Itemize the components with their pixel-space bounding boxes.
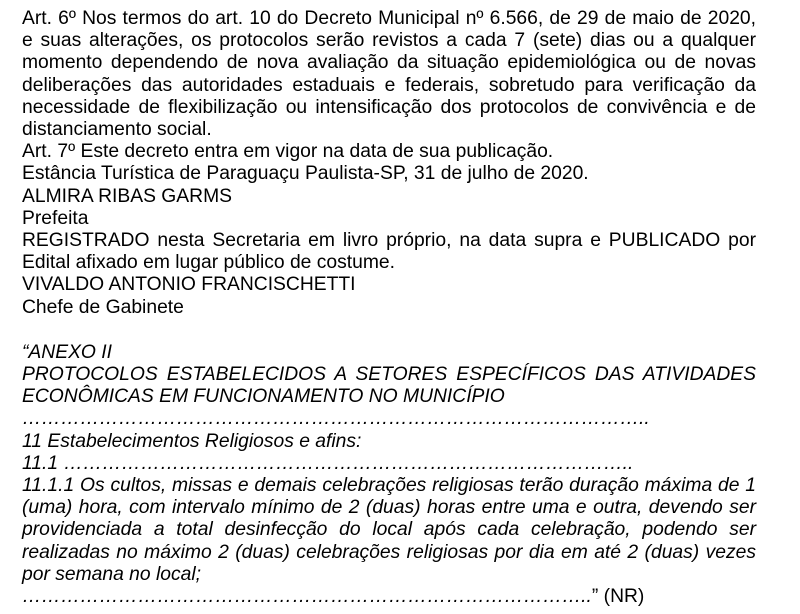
registrar-title: Chefe de Gabinete [22, 296, 184, 318]
section-spacer [22, 319, 756, 342]
registrar-name: VIVALDO ANTONIO FRANCISCHETTI [22, 274, 356, 296]
annex-heading: “ANEXO II [22, 341, 112, 363]
item-11-1-1: 11.1.1 Os cultos, missas e demais celebrações religiosas terão duração máxima de 1 (uma) hora, com intervalo mínimo de 2 (duas) horas entre uma e outra, devendo ser providenciada a total desinfecção do local após cada celebração, podendo ser realizadas no máximo 2 (duas) celebrações religiosas por dia em até 2 (duas) vezes por semana no local; [22, 475, 756, 585]
signatory-name: ALMIRA RIBAS GARMS [22, 185, 233, 207]
annex-title: PROTOCOLOS ESTABELECIDOS A SETORES ESPECÍFICOS DAS ATIVIDADES ECONÔMICAS EM FUNCIONAMENTO NO MUNICÍPIO [22, 364, 756, 408]
closing-mark: ” (NR) [591, 586, 645, 608]
closing-dots: …………………………………………………………………………….. [22, 586, 592, 608]
annex-ellipsis: …………………………………………………………………………………….. [22, 408, 650, 430]
decree-document [22, 8, 756, 608]
section-11-heading: 11 Estabelecimentos Religiosos e afins: [22, 430, 362, 452]
closing-line [22, 586, 756, 608]
registration-note: REGISTRADO nesta Secretaria em livro próprio, na data supra e PUBLICADO por Edital afixado em lugar público de costume. [22, 230, 756, 274]
article-7: Art. 7º Este decreto entra em vigor na data de sua publicação. [22, 141, 554, 163]
place-and-date: Estância Turística de Paraguaçu Paulista-SP, 31 de julho de 2020. [22, 163, 589, 185]
item-11-1: 11.1 …………………………………………………………………………….. [22, 452, 634, 474]
article-6: Art. 6º Nos termos do art. 10 do Decreto Municipal nº 6.566, de 29 de maio de 2020, e suas alterações, os protocolos serão revistos a cada 7 (sete) dias ou a qualquer momento dependendo de nova avaliação da situação epidemiológica ou de novas deliberações das autoridades estaduais e federais, sobretudo para verificação da necessidade de flexibilização ou intensificação dos protocolos de convivência e de distanciamento social. [22, 8, 756, 141]
signatory-title: Prefeita [22, 207, 89, 229]
